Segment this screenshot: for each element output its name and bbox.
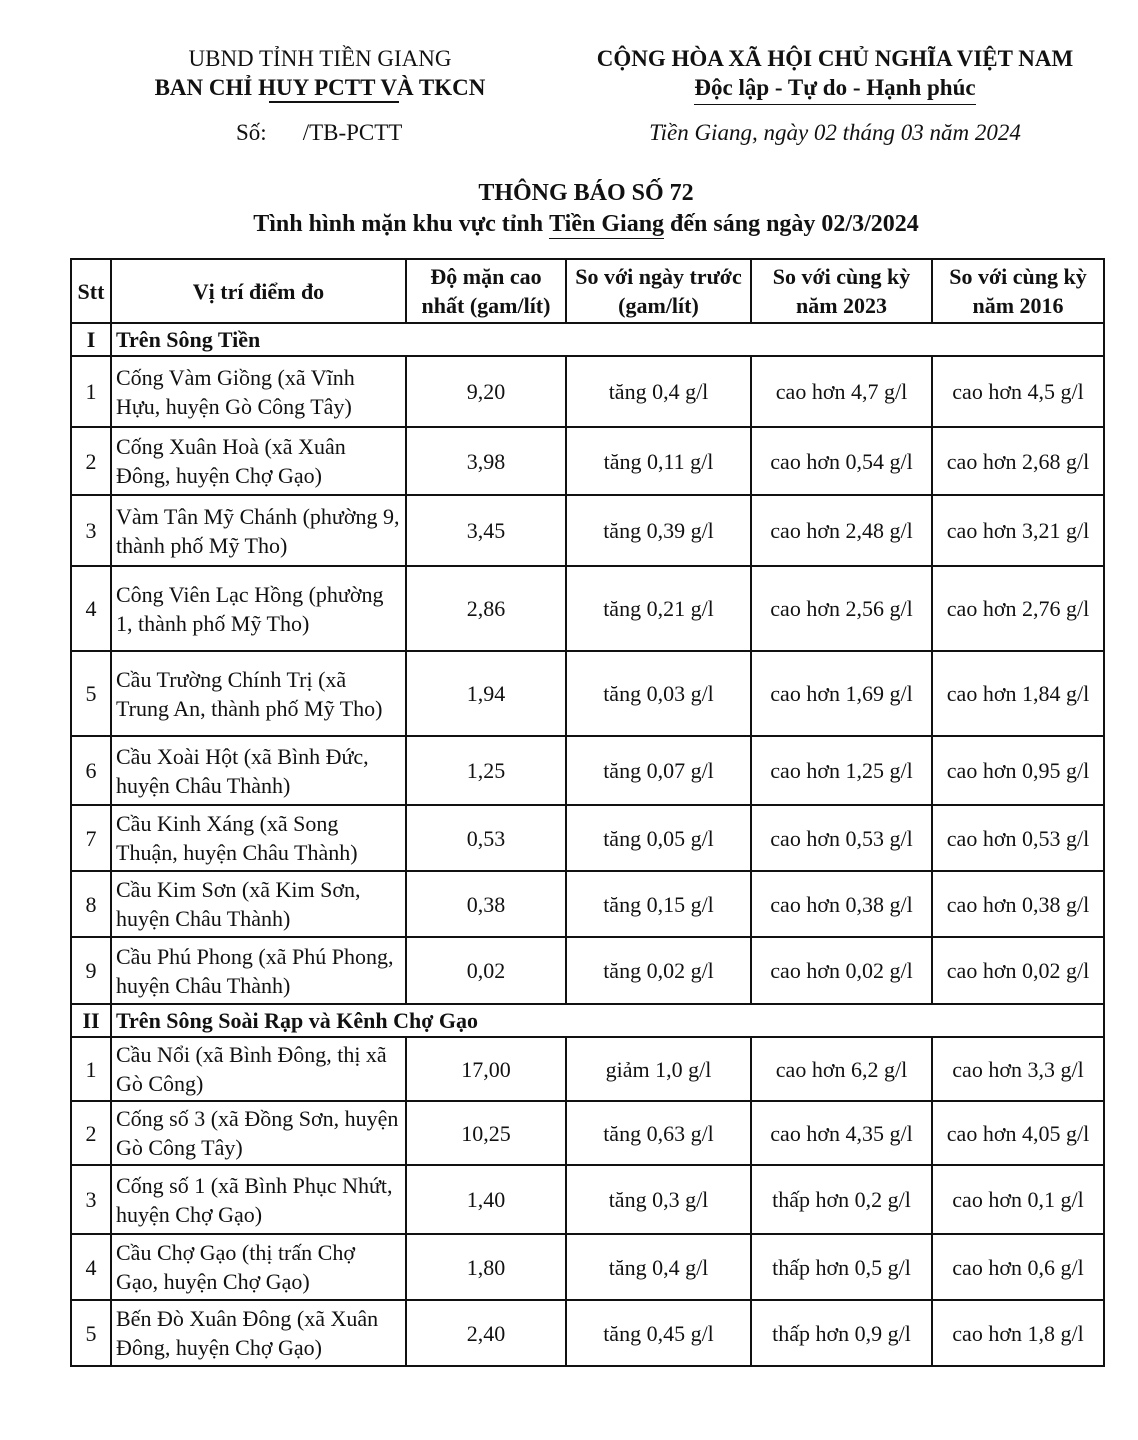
section-numeral: II xyxy=(71,1004,111,1037)
col-header-vs-2023: So với cùng kỳ năm 2023 xyxy=(751,259,932,323)
row-vs-prev-day: tăng 0,39 g/l xyxy=(566,495,751,566)
table-row xyxy=(71,1234,1104,1300)
notice-subject xyxy=(0,209,1138,240)
row-vs-2023: cao hơn 6,2 g/l xyxy=(751,1037,932,1101)
row-location: Cầu Nổi (xã Bình Đông, thị xã Gò Công) xyxy=(111,1037,406,1101)
row-location: Cầu Phú Phong (xã Phú Phong, huyện Châu Thành) xyxy=(111,937,406,1004)
row-location: Cầu Kim Sơn (xã Kim Sơn, huyện Châu Thành) xyxy=(111,871,406,937)
row-vs-2023: cao hơn 4,35 g/l xyxy=(751,1101,932,1165)
row-location: Công Viên Lạc Hồng (phường 1, thành phố Mỹ Tho) xyxy=(111,566,406,651)
row-vs-2023: cao hơn 2,48 g/l xyxy=(751,495,932,566)
col-header-vs-2016: So với cùng kỳ năm 2016 xyxy=(932,259,1104,323)
row-max-salinity: 0,53 xyxy=(406,805,566,871)
row-vs-prev-day: tăng 0,4 g/l xyxy=(566,1234,751,1300)
row-vs-2016: cao hơn 0,1 g/l xyxy=(932,1165,1104,1234)
row-stt: 3 xyxy=(71,495,111,566)
table-row xyxy=(71,1300,1104,1366)
row-location: Cầu Xoài Hột (xã Bình Đức, huyện Châu Thành) xyxy=(111,736,406,805)
section-name: Trên Sông Soài Rạp và Kênh Chợ Gạo xyxy=(111,1004,1104,1037)
row-vs-prev-day: tăng 0,07 g/l xyxy=(566,736,751,805)
issuing-agency xyxy=(120,44,520,103)
row-vs-2023: thấp hơn 0,2 g/l xyxy=(751,1165,932,1234)
row-max-salinity: 3,45 xyxy=(406,495,566,566)
row-max-salinity: 0,38 xyxy=(406,871,566,937)
section-name: Trên Sông Tiền xyxy=(111,323,1104,356)
row-stt: 9 xyxy=(71,937,111,1004)
salinity-table xyxy=(70,258,1105,1367)
table-row xyxy=(71,871,1104,937)
row-stt: 3 xyxy=(71,1165,111,1234)
row-vs-2016: cao hơn 0,02 g/l xyxy=(932,937,1104,1004)
row-vs-2016: cao hơn 0,38 g/l xyxy=(932,871,1104,937)
row-vs-prev-day: tăng 0,03 g/l xyxy=(566,651,751,736)
table-row xyxy=(71,356,1104,427)
document-number-suffix: /TB-PCTT xyxy=(302,120,403,145)
col-header-vs-prev-day: So với ngày trước (gam/lít) xyxy=(566,259,751,323)
row-vs-2023: cao hơn 0,02 g/l xyxy=(751,937,932,1004)
row-stt: 4 xyxy=(71,566,111,651)
row-stt: 2 xyxy=(71,427,111,495)
section-row xyxy=(71,323,1104,356)
row-vs-prev-day: tăng 0,11 g/l xyxy=(566,427,751,495)
table-row xyxy=(71,736,1104,805)
row-max-salinity: 10,25 xyxy=(406,1101,566,1165)
row-vs-2016: cao hơn 0,53 g/l xyxy=(932,805,1104,871)
col-header-location: Vị trí điểm đo xyxy=(111,259,406,323)
row-location: Vàm Tân Mỹ Chánh (phường 9, thành phố Mỹ Tho) xyxy=(111,495,406,566)
subject-prefix: Tình hình mặn khu vực tỉnh xyxy=(253,211,550,237)
row-stt: 6 xyxy=(71,736,111,805)
row-vs-prev-day: tăng 0,3 g/l xyxy=(566,1165,751,1234)
row-max-salinity: 1,25 xyxy=(406,736,566,805)
table-row xyxy=(71,1101,1104,1165)
row-location: Cầu Chợ Gạo (thị trấn Chợ Gạo, huyện Chợ Gạo) xyxy=(111,1234,406,1300)
province-committee: UBND TỈNH TIỀN GIANG xyxy=(188,46,452,71)
republic-name: CỘNG HÒA XÃ HỘI CHỦ NGHĨA VIỆT NAM xyxy=(596,46,1074,71)
row-vs-prev-day: tăng 0,45 g/l xyxy=(566,1300,751,1366)
row-vs-2016: cao hơn 0,6 g/l xyxy=(932,1234,1104,1300)
row-vs-2016: cao hơn 3,3 g/l xyxy=(932,1037,1104,1101)
row-max-salinity: 2,40 xyxy=(406,1300,566,1366)
row-stt: 4 xyxy=(71,1234,111,1300)
table-header-row xyxy=(71,259,1104,323)
row-vs-2023: cao hơn 0,38 g/l xyxy=(751,871,932,937)
table-row xyxy=(71,427,1104,495)
document-number-label: Số: xyxy=(236,120,267,145)
row-max-salinity: 3,98 xyxy=(406,427,566,495)
row-vs-2016: cao hơn 0,95 g/l xyxy=(932,736,1104,805)
row-vs-prev-day: giảm 1,0 g/l xyxy=(566,1037,751,1101)
row-vs-2016: cao hơn 4,5 g/l xyxy=(932,356,1104,427)
table-row xyxy=(71,651,1104,736)
row-vs-prev-day: tăng 0,4 g/l xyxy=(566,356,751,427)
row-stt: 8 xyxy=(71,871,111,937)
section-numeral: I xyxy=(71,323,111,356)
table-row xyxy=(71,495,1104,566)
row-vs-prev-day: tăng 0,15 g/l xyxy=(566,871,751,937)
row-vs-2016: cao hơn 1,8 g/l xyxy=(932,1300,1104,1366)
document-number xyxy=(236,120,402,146)
row-location: Cầu Trường Chính Trị (xã Trung An, thành phố Mỹ Tho) xyxy=(111,651,406,736)
national-heading xyxy=(570,44,1100,105)
table-body xyxy=(71,323,1104,1366)
row-vs-2023: cao hơn 2,56 g/l xyxy=(751,566,932,651)
row-vs-prev-day: tăng 0,02 g/l xyxy=(566,937,751,1004)
row-vs-prev-day: tăng 0,63 g/l xyxy=(566,1101,751,1165)
row-vs-2016: cao hơn 2,68 g/l xyxy=(932,427,1104,495)
table-row xyxy=(71,1037,1104,1101)
row-location: Cống số 1 (xã Bình Phục Nhứt, huyện Chợ Gạo) xyxy=(111,1165,406,1234)
row-vs-2023: cao hơn 1,25 g/l xyxy=(751,736,932,805)
national-motto: Độc lập - Tự do - Hạnh phúc xyxy=(694,73,975,105)
col-header-stt: Stt xyxy=(71,259,111,323)
row-max-salinity: 1,94 xyxy=(406,651,566,736)
table-row xyxy=(71,566,1104,651)
row-vs-2016: cao hơn 1,84 g/l xyxy=(932,651,1104,736)
row-max-salinity: 0,02 xyxy=(406,937,566,1004)
row-max-salinity: 1,40 xyxy=(406,1165,566,1234)
row-vs-2023: cao hơn 0,53 g/l xyxy=(751,805,932,871)
row-stt: 1 xyxy=(71,1037,111,1101)
row-max-salinity: 1,80 xyxy=(406,1234,566,1300)
row-location: Cống số 3 (xã Đồng Sơn, huyện Gò Công Tây) xyxy=(111,1101,406,1165)
row-location: Cống Vàm Giồng (xã Vĩnh Hựu, huyện Gò Công Tây) xyxy=(111,356,406,427)
row-max-salinity: 9,20 xyxy=(406,356,566,427)
row-max-salinity: 17,00 xyxy=(406,1037,566,1101)
table-row xyxy=(71,805,1104,871)
row-location: Cống Xuân Hoà (xã Xuân Đông, huyện Chợ Gạo) xyxy=(111,427,406,495)
row-max-salinity: 2,86 xyxy=(406,566,566,651)
subject-province: Tiền Giang xyxy=(549,211,665,237)
col-header-max-salinity: Độ mặn cao nhất (gam/lít) xyxy=(406,259,566,323)
agency-underline xyxy=(269,101,399,103)
row-vs-2023: cao hơn 1,69 g/l xyxy=(751,651,932,736)
table-row xyxy=(71,937,1104,1004)
row-stt: 5 xyxy=(71,651,111,736)
row-vs-prev-day: tăng 0,05 g/l xyxy=(566,805,751,871)
document-title xyxy=(0,178,1138,240)
row-vs-2023: cao hơn 0,54 g/l xyxy=(751,427,932,495)
row-stt: 7 xyxy=(71,805,111,871)
row-location: Cầu Kinh Xáng (xã Song Thuận, huyện Châu Thành) xyxy=(111,805,406,871)
row-vs-2023: thấp hơn 0,9 g/l xyxy=(751,1300,932,1366)
row-vs-prev-day: tăng 0,21 g/l xyxy=(566,566,751,651)
place-and-date: Tiền Giang, ngày 02 tháng 03 năm 2024 xyxy=(649,120,1021,145)
row-stt: 5 xyxy=(71,1300,111,1366)
table-row xyxy=(71,1165,1104,1234)
subject-suffix: đến sáng ngày 02/3/2024 xyxy=(664,211,919,237)
row-vs-2016: cao hơn 2,76 g/l xyxy=(932,566,1104,651)
row-vs-2016: cao hơn 3,21 g/l xyxy=(932,495,1104,566)
command-board: BAN CHỈ HUY PCTT VÀ TKCN xyxy=(154,75,486,100)
row-stt: 1 xyxy=(71,356,111,427)
row-vs-2016: cao hơn 4,05 g/l xyxy=(932,1101,1104,1165)
section-row xyxy=(71,1004,1104,1037)
row-location: Bến Đò Xuân Đông (xã Xuân Đông, huyện Chợ Gạo) xyxy=(111,1300,406,1366)
row-vs-2023: thấp hơn 0,5 g/l xyxy=(751,1234,932,1300)
notice-number: THÔNG BÁO SỐ 72 xyxy=(478,180,694,206)
row-vs-2023: cao hơn 4,7 g/l xyxy=(751,356,932,427)
row-stt: 2 xyxy=(71,1101,111,1165)
